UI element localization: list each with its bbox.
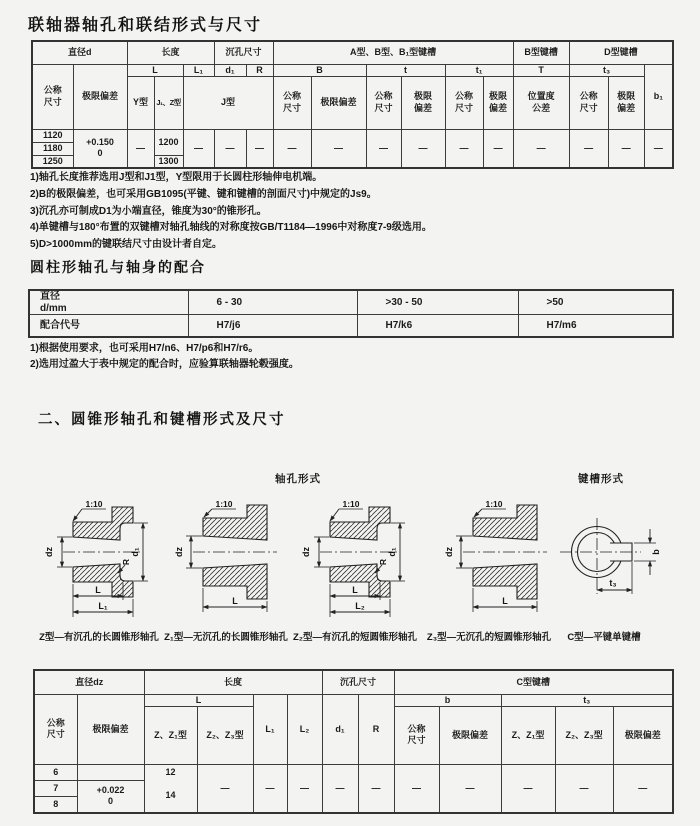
cell-dash: — (322, 764, 358, 813)
figure-c-type (560, 518, 661, 594)
th-keyway-d: D型键槽 (569, 41, 673, 64)
th-type-zz1-t3: Z、Z₁型 (501, 706, 555, 764)
dim-label-L: L (95, 585, 101, 595)
cell-dash: — (287, 764, 322, 813)
section-fit-title: 圆柱形轴孔与轴身的配合 (30, 259, 206, 275)
dim-label-d1: d₁ (387, 547, 397, 557)
note-item: 3)沉孔亦可制成D1为小端直径，锥度为30°的锥形孔。 (30, 205, 267, 217)
caption-z: Z型—有沉孔的长圆锥形轴孔 (39, 632, 159, 643)
th-b: b (394, 694, 501, 706)
fit-table (28, 289, 674, 338)
cell-dash: — (127, 129, 154, 168)
dim-label-R: R (378, 558, 388, 566)
notes-fit-table (30, 341, 299, 372)
note-item: 2)B的极限偏差，也可采用GB1095(平键、键和键槽的剖面尺寸)中规定的Js9。 (30, 188, 377, 200)
cell-dash: — (214, 129, 246, 168)
note-item: 1)轴孔长度推荐选用J型和J1型，Y型限用于长圆柱形轴伸电机端。 (30, 172, 323, 183)
cell-dash: — (608, 129, 644, 168)
cell-fit-code: H7/m6 (518, 315, 673, 337)
note-item: 1)根据使用要求，也可采用H7/n6、H7/p6和H7/r6。 (30, 343, 259, 354)
cell-dash: — (311, 129, 366, 168)
th-nominal-t3: 公称尺寸 (569, 76, 608, 129)
th-counterbore: 沉孔尺寸 (214, 41, 273, 64)
cell-size: 1180 (32, 142, 73, 155)
th-deviation-b: 极限偏差 (439, 706, 501, 764)
th-b1: b₁ (644, 64, 673, 129)
th-type-z2z3: Z₂、Z₃型 (197, 706, 253, 764)
th-B: B (273, 64, 366, 76)
th-keyway-c: C型键槽 (394, 670, 673, 694)
cell-dash: — (197, 764, 253, 813)
th-L1: L₁ (253, 694, 287, 764)
dim-label-R: R (121, 558, 131, 566)
th-deviation-t1: 极限偏差 (483, 76, 513, 129)
th-fit-range: 6 - 30 (188, 290, 357, 315)
th-keyway-b: B型键槽 (513, 41, 569, 64)
th-L: L (127, 64, 183, 76)
dim-label-L: L (232, 596, 238, 606)
dim-label-dz: dz (44, 547, 54, 557)
cell-fit-code: H7/k6 (357, 315, 518, 337)
th-type-j: J型 (183, 76, 273, 129)
cell-dash: — (613, 764, 673, 813)
cell-deviation: +0.022 0 (77, 780, 144, 813)
th-position-tol: 位置度公差 (513, 76, 569, 129)
cell-dash: — (439, 764, 501, 813)
cell-dash: — (394, 764, 439, 813)
th-d1: d₁ (214, 64, 246, 76)
th-t: t (366, 64, 445, 76)
caption-z1: Z₁型—无沉孔的长圆锥形轴孔 (164, 632, 288, 643)
th-nominal-d: 公称尺寸 (32, 64, 73, 129)
th-type-y: Y型 (127, 76, 154, 129)
cell-dash: — (273, 129, 311, 168)
th-R: R (358, 694, 394, 764)
note-item: 4)单键槽与180°布置的双键槽对轴孔轴线的对称度按GB/T1184—1996中对称度7-9级选用。 (30, 222, 432, 234)
cone-bore-table (33, 669, 674, 814)
cell-length: 1200 (154, 129, 183, 155)
keyway-forms-label: 键槽形式 (578, 473, 624, 485)
th-t3: t₃ (501, 694, 673, 706)
dim-label-dz: dz (444, 547, 454, 557)
th-fit-code: 配合代号 (29, 315, 188, 337)
th-t1: t₁ (445, 64, 513, 76)
th-fit-diameter: 直径 d/mm (29, 290, 188, 315)
dim-label-L1: L₁ (98, 601, 108, 611)
th-counterbore: 沉孔尺寸 (322, 670, 394, 694)
cell-fit-code: H7/j6 (188, 315, 357, 337)
th-nominal-b: 公称尺寸 (394, 706, 439, 764)
cell-dash: — (246, 129, 273, 168)
taper-label: 1:10 (342, 499, 360, 509)
cell-dash: — (358, 764, 394, 813)
cell-dash: — (513, 129, 569, 168)
dim-label-L2: L₂ (355, 601, 365, 611)
th-length: 长度 (127, 41, 214, 64)
cell-length-l: 12 14 (144, 764, 197, 813)
cell-size: 1250 (32, 155, 73, 168)
th-L: L (144, 694, 253, 706)
th-nominal-t1: 公称尺寸 (445, 76, 483, 129)
caption-z3: Z₃型—无沉孔的短圆锥形轴孔 (426, 632, 552, 643)
th-R: R (246, 64, 273, 76)
cell-dash: — (445, 129, 483, 168)
cell-dash: — (501, 764, 555, 813)
dim-label-t3: t₃ (609, 578, 617, 588)
cell-dash: — (483, 129, 513, 168)
th-deviation-dz: 极限偏差 (77, 694, 144, 764)
cell-dash: — (366, 129, 401, 168)
th-type-j1z: J₁、Z型 (154, 76, 183, 129)
th-L2: L₂ (287, 694, 322, 764)
cell-dash: — (401, 129, 445, 168)
th-T: T (513, 64, 569, 76)
shaft-hole-table (31, 40, 674, 169)
th-keyway-abb1: A型、B型、B₁型键槽 (273, 41, 513, 64)
th-deviation-t3: 极限偏差 (613, 706, 673, 764)
th-type-z2z3-t3: Z₂、Z₃型 (555, 706, 613, 764)
th-diameter: 直径d (32, 41, 127, 64)
cell-dash: — (183, 129, 214, 168)
th-d1: d₁ (322, 694, 358, 764)
cell-size: 8 (34, 796, 77, 813)
taper-label: 1:10 (85, 499, 103, 509)
figure-band (0, 470, 700, 630)
th-length: 长度 (144, 670, 322, 694)
th-fit-range: >30 - 50 (357, 290, 518, 315)
note-item: 5)D>1000mm的键联结尺寸由设计者自定。 (30, 239, 222, 251)
th-fit-range: >50 (518, 290, 673, 315)
dim-label-dz: dz (301, 547, 311, 557)
page-title: 联轴器轴孔和联结形式与尺寸 (28, 17, 263, 34)
note-item: 2)选用过盈大于表中规定的配合时，应验算联轴器轮毂强度。 (30, 358, 299, 370)
cell-deviation: +0.150 0 (73, 129, 127, 168)
th-t3: t₃ (569, 64, 644, 76)
taper-label: 1:10 (485, 499, 503, 509)
cell-dash: — (555, 764, 613, 813)
th-nominal-t: 公称尺寸 (366, 76, 401, 129)
dim-label-b: b (651, 549, 661, 555)
th-nominal-B: 公称尺寸 (273, 76, 311, 129)
th-type-zz1: Z、Z₁型 (144, 706, 197, 764)
cell-length: 1300 (154, 155, 183, 168)
cell-dash: — (569, 129, 608, 168)
dim-label-dz: dz (174, 547, 184, 557)
th-deviation-t: 极限偏差 (401, 76, 445, 129)
dim-label-d1: d₁ (130, 547, 140, 557)
dim-label-L: L (352, 585, 358, 595)
empty-cell (77, 764, 144, 780)
taper-label: 1:10 (215, 499, 233, 509)
th-deviation-B: 极限偏差 (311, 76, 366, 129)
section-cone-title: 二、圆锥形轴孔和键槽形式及尺寸 (38, 412, 286, 428)
th-L1: L₁ (183, 64, 214, 76)
notes-table1 (30, 170, 432, 254)
dim-label-L: L (502, 596, 508, 606)
caption-z2: Z₂型—有沉孔的短圆锥形轴孔 (292, 632, 418, 643)
cell-size: 6 (34, 764, 77, 780)
hole-forms-label: 轴孔形式 (275, 473, 321, 485)
th-deviation-d: 极限偏差 (73, 64, 127, 129)
cell-size: 1120 (32, 129, 73, 142)
th-deviation-t3: 极限偏差 (608, 76, 644, 129)
th-nominal-dz: 公称尺寸 (34, 694, 77, 764)
cell-dash: — (644, 129, 673, 168)
caption-c: C型—平键单键槽 (567, 632, 641, 643)
th-diameter-dz: 直径dz (34, 670, 144, 694)
cell-dash: — (253, 764, 287, 813)
cell-size: 7 (34, 780, 77, 796)
